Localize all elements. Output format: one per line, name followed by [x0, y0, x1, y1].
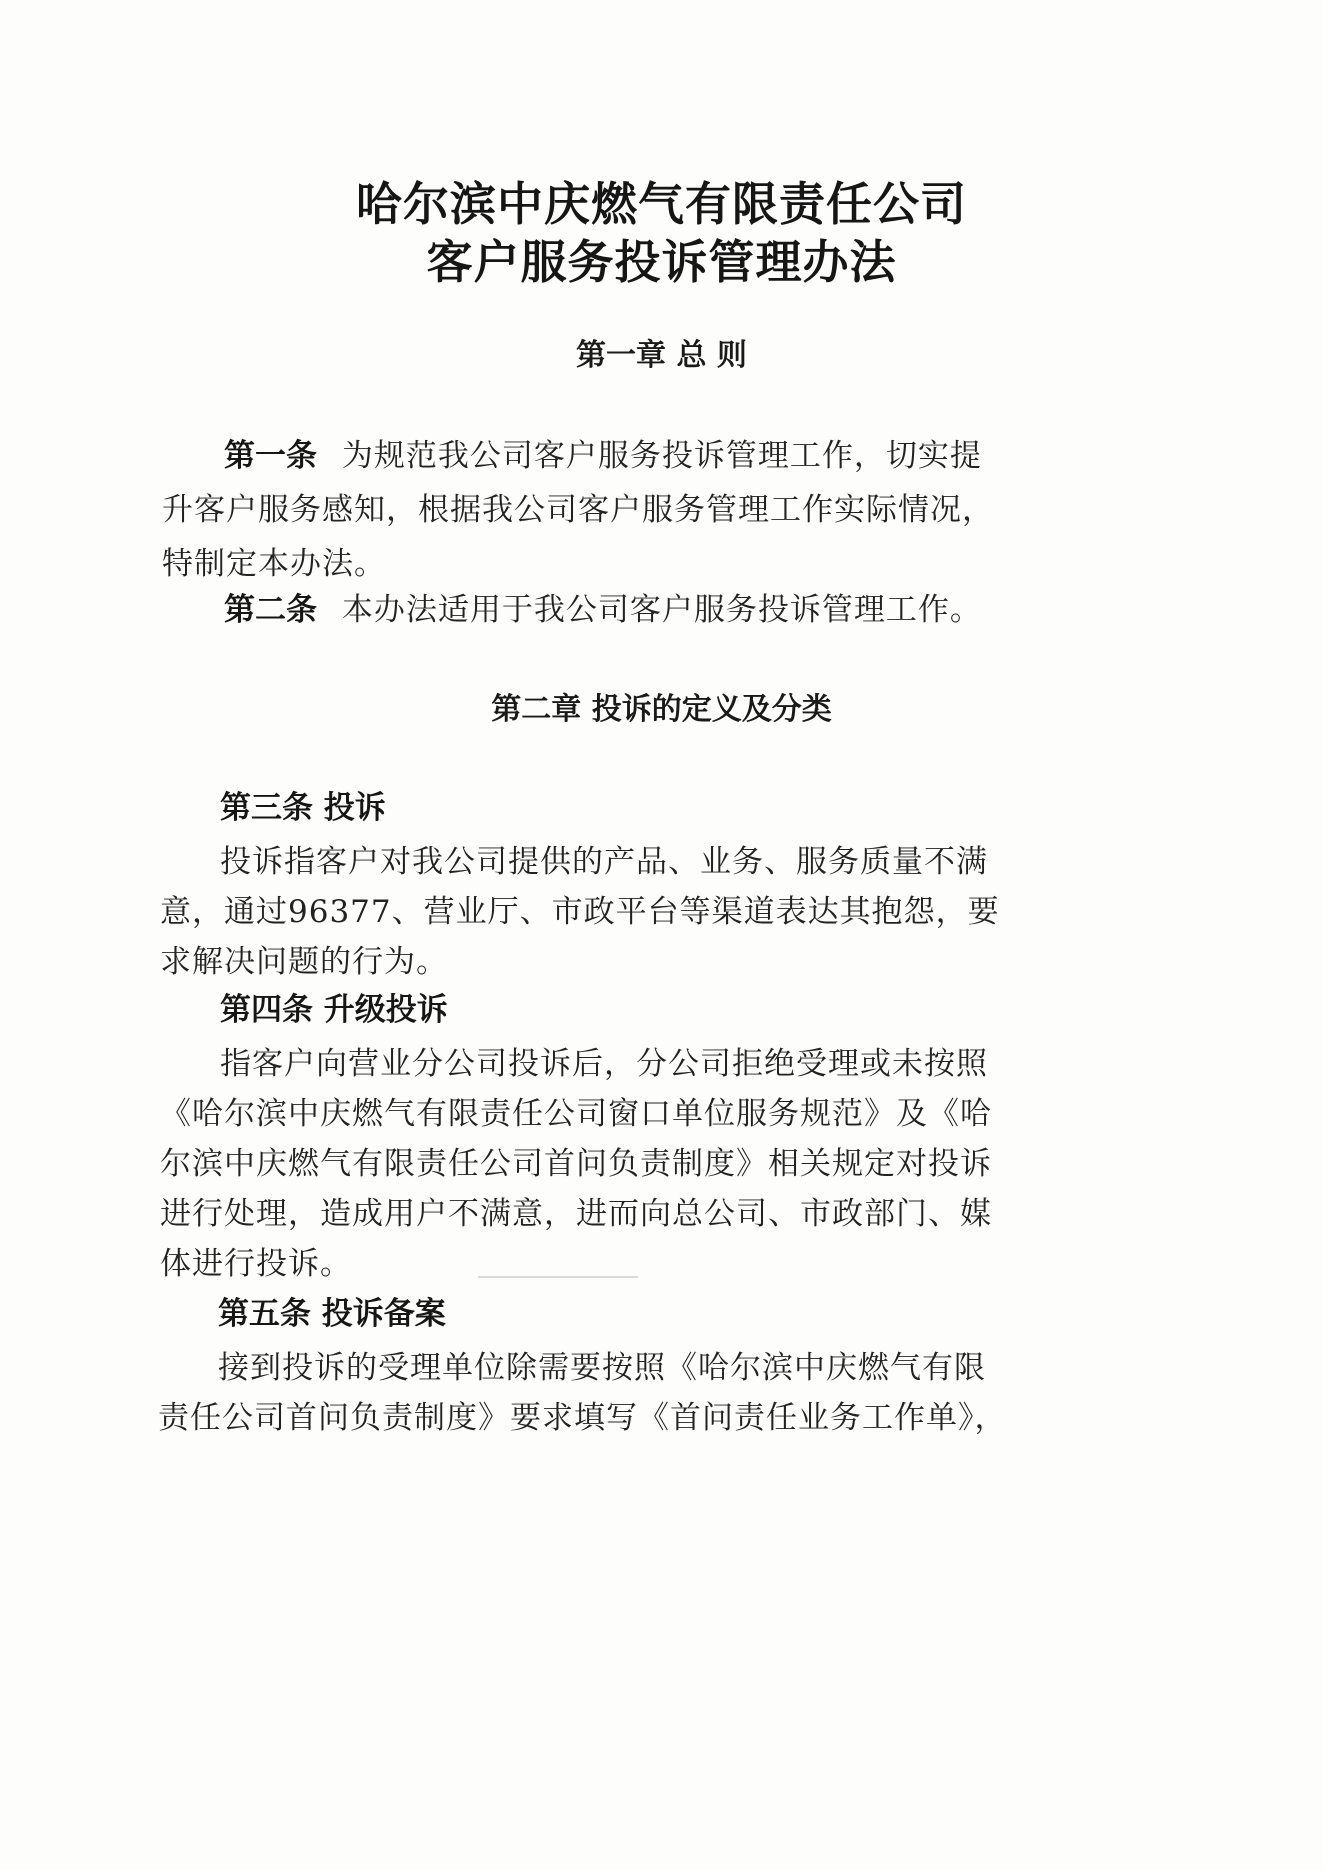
article2-label: 第二条	[224, 592, 317, 628]
article1-line3: 特制定本办法。	[162, 546, 386, 582]
chapter1-heading: 第一章 总 则	[576, 338, 747, 373]
article1-line1	[224, 430, 982, 475]
article3-line1: 投诉指客户对我公司提供的产品、业务、服务质量不满	[220, 844, 988, 880]
article3-line3: 求解决问题的行为。	[160, 944, 448, 980]
article1-text1: 为规范我公司客户服务投诉管理工作，切实提	[341, 438, 982, 474]
article5-heading: 第五条 投诉备案	[218, 1296, 446, 1332]
article4-line4: 进行处理，造成用户不满意，进而向总公司、市政部门、媒	[160, 1196, 992, 1232]
article4-line1: 指客户向营业分公司投诉后，分公司拒绝受理或未按照	[220, 1046, 988, 1082]
article1-line2: 升客户服务感知，根据我公司客户服务管理工作实际情况，	[162, 492, 994, 528]
article4-heading: 第四条 升级投诉	[220, 992, 448, 1028]
article5-line2: 责任公司首问负责制度》要求填写《首问责任业务工作单》，	[158, 1400, 1007, 1436]
article3-line2: 意，通过96377、营业厅、市政平台等渠道表达其抱怨，要	[160, 894, 1000, 930]
article5-line1: 接到投诉的受理单位除需要按照《哈尔滨中庆燃气有限	[218, 1350, 986, 1386]
chapter2-heading: 第二章 投诉的定义及分类	[491, 692, 832, 727]
article4-line5: 体进行投诉。	[160, 1246, 352, 1282]
document-title-line2: 客户服务投诉管理办法	[426, 235, 897, 289]
article1-label: 第一条	[224, 438, 317, 474]
article3-heading: 第三条 投诉	[220, 790, 386, 826]
article2-line	[224, 584, 982, 629]
scan-artifact	[478, 1276, 638, 1278]
article2-text: 本办法适用于我公司客户服务投诉管理工作。	[341, 592, 982, 628]
article4-line2: 《哈尔滨中庆燃气有限责任公司窗口单位服务规范》及《哈	[160, 1096, 992, 1132]
document-title-line1: 哈尔滨中庆燃气有限责任公司	[356, 177, 967, 231]
article4-line3: 尔滨中庆燃气有限责任公司首问负责制度》相关规定对投诉	[160, 1146, 992, 1182]
